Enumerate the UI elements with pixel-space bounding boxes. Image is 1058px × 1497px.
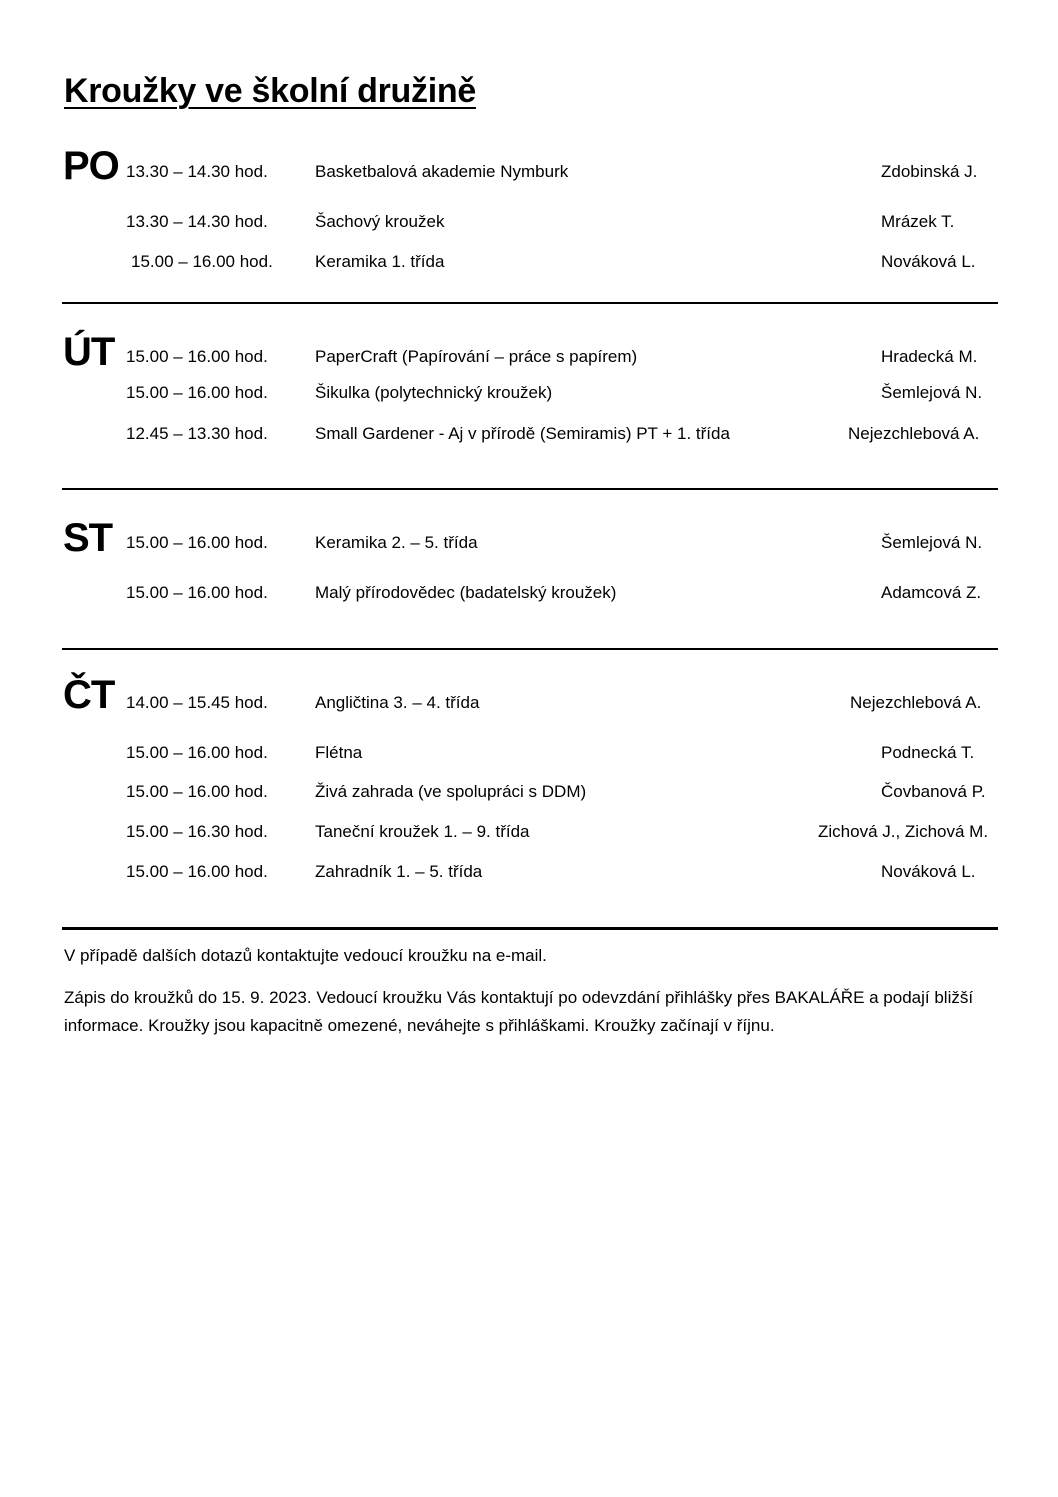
row-activity: Malý přírodovědec (badatelský kroužek): [315, 583, 617, 602]
row-leader: Nejezchlebová A.: [848, 424, 980, 443]
schedule-row: [0, 780, 1058, 804]
row-activity: Šachový kroužek: [315, 212, 445, 231]
row-leader: Nováková L.: [881, 862, 976, 881]
row-activity: Šikulka (polytechnický kroužek): [315, 383, 553, 402]
schedule-row: [0, 860, 1058, 884]
section-divider: [62, 648, 998, 650]
enrollment-note: Zápis do kroužků do 15. 9. 2023. Vedoucí kroužku Vás kontaktují po odevzdání přihlášky přes BAKALÁŘE a podají bližší informace. Kroužky jsou kapacitně omezené, neváhejte s přihláškami. Kroužky začínají v říjnu.: [64, 988, 974, 1035]
schedule-row: [0, 250, 1058, 274]
row-time: 12.45 – 13.30 hod.: [126, 424, 268, 443]
page-title: Kroužky ve školní družině: [64, 72, 476, 110]
row-leader: Hradecká M.: [881, 347, 978, 366]
row-activity: Živá zahrada (ve spolupráci s DDM): [315, 782, 587, 801]
row-leader: Nováková L.: [881, 252, 976, 271]
row-time: 15.00 – 16.00 hod.: [126, 533, 268, 552]
section-divider: [62, 488, 998, 490]
row-leader: Čovbanová P.: [881, 782, 986, 801]
row-leader: Zichová J., Zichová M.: [818, 822, 989, 841]
row-time: 14.00 – 15.45 hod.: [126, 693, 268, 712]
row-activity: Small Gardener - Aj v přírodě (Semiramis) PT + 1. třída: [315, 424, 730, 443]
schedule-row: [0, 381, 1058, 405]
row-leader: Mrázek T.: [881, 212, 955, 231]
row-time: 15.00 – 16.00 hod.: [126, 862, 268, 881]
day-label-po: PO: [63, 144, 119, 188]
section-divider: [62, 927, 998, 930]
row-leader: Podnecká T.: [881, 743, 975, 762]
row-activity: Keramika 2. – 5. třída: [315, 533, 478, 552]
row-time: 15.00 – 16.00 hod.: [126, 743, 268, 762]
schedule-row: [0, 820, 1058, 844]
schedule-row: [0, 691, 1058, 715]
row-leader: Zdobinská J.: [881, 162, 978, 181]
schedule-row: [0, 160, 1058, 184]
row-activity: Flétna: [315, 743, 363, 762]
day-label-ct: ČT: [63, 673, 115, 717]
row-activity: Zahradník 1. – 5. třída: [315, 862, 483, 881]
row-leader: Šemlejová N.: [881, 383, 983, 402]
row-activity: Taneční kroužek 1. – 9. třída: [315, 822, 530, 841]
contact-note: V případě dalších dotazů kontaktujte vedoucí kroužku na e-mail.: [64, 946, 547, 965]
row-leader: Nejezchlebová A.: [850, 693, 982, 712]
row-activity: PaperCraft (Papírování – práce s papírem): [315, 347, 638, 366]
row-leader: Adamcová Z.: [881, 583, 982, 602]
schedule-row: [0, 741, 1058, 765]
row-time: 15.00 – 16.30 hod.: [126, 822, 268, 841]
day-label-ut: ÚT: [63, 330, 115, 374]
section-divider: [62, 302, 998, 304]
row-activity: Basketbalová akademie Nymburk: [315, 162, 569, 181]
row-time: 15.00 – 16.00 hod.: [126, 583, 268, 602]
day-label-st: ST: [63, 516, 113, 560]
schedule-row: [0, 345, 1058, 369]
row-leader: Šemlejová N.: [881, 533, 983, 552]
row-time: 15.00 – 16.00 hod.: [126, 347, 268, 366]
row-time: 15.00 – 16.00 hod.: [131, 252, 273, 271]
row-time: 13.30 – 14.30 hod.: [126, 212, 268, 231]
schedule-row: [0, 422, 1058, 446]
schedule-row: [0, 581, 1058, 605]
row-activity: Keramika 1. třída: [315, 252, 445, 271]
schedule-row: [0, 531, 1058, 555]
row-time: 15.00 – 16.00 hod.: [126, 383, 268, 402]
schedule-row: [0, 210, 1058, 234]
row-time: 15.00 – 16.00 hod.: [126, 782, 268, 801]
row-activity: Angličtina 3. – 4. třída: [315, 693, 480, 712]
row-time: 13.30 – 14.30 hod.: [126, 162, 268, 181]
